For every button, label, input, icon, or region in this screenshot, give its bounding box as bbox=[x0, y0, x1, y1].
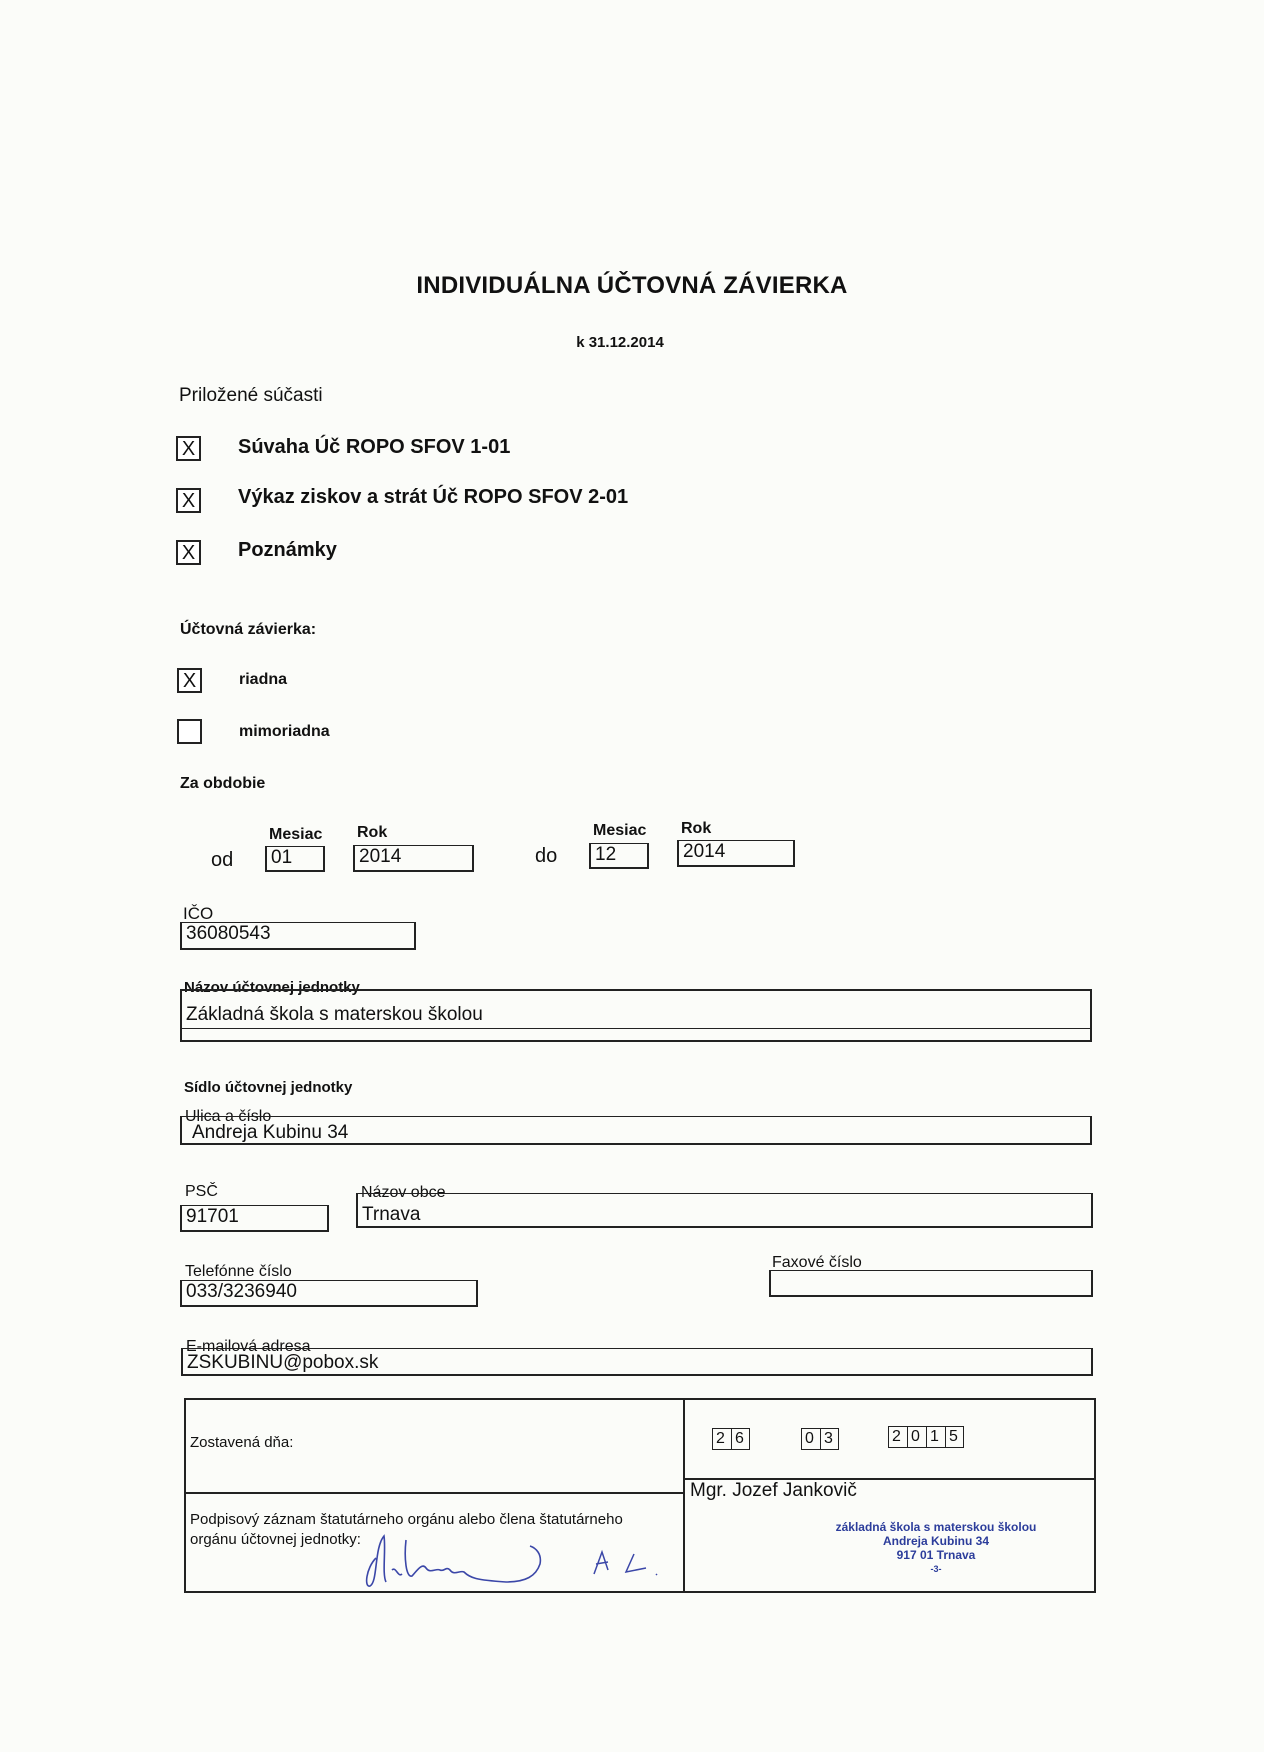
entity-name-line2[interactable] bbox=[182, 1029, 1090, 1042]
parts-heading: Priložené súčasti bbox=[179, 385, 323, 406]
signoff-divider-v bbox=[683, 1400, 685, 1591]
street-field[interactable]: Andreja Kubinu 34 bbox=[180, 1116, 1092, 1145]
handwritten-signature bbox=[356, 1518, 676, 1593]
signoff-divider-left bbox=[186, 1492, 684, 1494]
seat-heading: Sídlo účtovnej jednotky bbox=[184, 1079, 353, 1096]
from-label: od bbox=[211, 849, 234, 871]
statement-type-heading: Účtovná závierka: bbox=[180, 621, 317, 638]
signature-label-line1: Podpisový záznam štatutárneho orgánu alebo člena štatutárneho bbox=[190, 1511, 623, 1528]
entity-name-line1[interactable]: Základná škola s materskou školou bbox=[182, 1004, 1090, 1029]
compiled-day[interactable] bbox=[712, 1428, 750, 1450]
stamp-line1: základná škola s materskou školou bbox=[835, 1520, 1037, 1534]
signature-label-line2: orgánu účtovnej jednotky: bbox=[190, 1531, 361, 1548]
checkbox-notes[interactable]: X bbox=[176, 540, 201, 565]
to-year-field[interactable]: 2014 bbox=[677, 840, 795, 867]
label-regular: riadna bbox=[239, 671, 288, 688]
stamp-line3: 917 01 Trnava bbox=[896, 1548, 976, 1562]
city-label: Názov obce bbox=[361, 1184, 446, 1201]
signoff-table bbox=[184, 1398, 1096, 1593]
year-digit-3: 1 bbox=[926, 1426, 945, 1448]
month-digit-1: 0 bbox=[801, 1428, 820, 1450]
psc-label: PSČ bbox=[185, 1183, 218, 1200]
compiled-month[interactable] bbox=[801, 1428, 839, 1450]
fax-field[interactable] bbox=[769, 1270, 1093, 1297]
label-balance-sheet: Súvaha Úč ROPO SFOV 1-01 bbox=[238, 436, 511, 458]
to-label: do bbox=[535, 845, 558, 867]
phone-field[interactable]: 033/3236940 bbox=[180, 1280, 478, 1307]
checkbox-profit-loss[interactable]: X bbox=[176, 488, 201, 513]
compiled-label: Zostavená dňa: bbox=[190, 1434, 294, 1451]
email-field[interactable]: ZSKUBINU@pobox.sk bbox=[181, 1348, 1093, 1376]
ico-label: IČO bbox=[183, 904, 214, 923]
email-label: E-mailová adresa bbox=[186, 1338, 311, 1355]
psc-field[interactable]: 91701 bbox=[180, 1205, 329, 1232]
from-year-field[interactable]: 2014 bbox=[353, 845, 474, 872]
entity-name-label: Názov účtovnej jednotky bbox=[184, 979, 360, 996]
to-year-label: Rok bbox=[681, 820, 712, 837]
day-digit-2: 6 bbox=[731, 1428, 750, 1450]
street-label: Ulica a číslo bbox=[185, 1108, 272, 1125]
document-date: k 31.12.2014 bbox=[576, 334, 664, 351]
fax-label: Faxové číslo bbox=[772, 1254, 862, 1271]
official-stamp bbox=[786, 1520, 1086, 1576]
stamp-line2: Andreja Kubinu 34 bbox=[882, 1534, 989, 1548]
from-month-label: Mesiac bbox=[269, 826, 323, 843]
month-digit-2: 3 bbox=[820, 1428, 839, 1450]
document-title: INDIVIDUÁLNA ÚČTOVNÁ ZÁVIERKA bbox=[416, 272, 848, 299]
stamp-line4: -3- bbox=[930, 1564, 942, 1574]
period-heading: Za obdobie bbox=[180, 775, 266, 792]
day-digit-1: 2 bbox=[712, 1428, 731, 1450]
checkbox-balance-sheet[interactable]: X bbox=[176, 436, 201, 461]
label-extraordinary: mimoriadna bbox=[239, 723, 330, 740]
year-digit-4: 5 bbox=[945, 1426, 964, 1448]
to-month-field[interactable]: 12 bbox=[589, 843, 649, 869]
entity-name-box bbox=[180, 989, 1092, 1042]
label-notes: Poznámky bbox=[238, 539, 337, 561]
ico-field[interactable]: 36080543 bbox=[180, 922, 416, 950]
checkbox-regular[interactable]: X bbox=[177, 668, 202, 693]
compiled-year[interactable] bbox=[888, 1426, 964, 1448]
signatory-name: Mgr. Jozef Jankovič bbox=[690, 1480, 857, 1501]
label-profit-loss: Výkaz ziskov a strát Úč ROPO SFOV 2-01 bbox=[238, 486, 629, 508]
checkbox-extraordinary[interactable] bbox=[177, 719, 202, 744]
to-month-label: Mesiac bbox=[593, 822, 647, 839]
from-month-field[interactable]: 01 bbox=[265, 846, 325, 872]
year-digit-2: 0 bbox=[907, 1426, 926, 1448]
year-digit-1: 2 bbox=[888, 1426, 907, 1448]
city-field[interactable]: Trnava bbox=[356, 1193, 1093, 1228]
phone-label: Telefónne číslo bbox=[185, 1263, 292, 1280]
from-year-label: Rok bbox=[357, 824, 388, 841]
